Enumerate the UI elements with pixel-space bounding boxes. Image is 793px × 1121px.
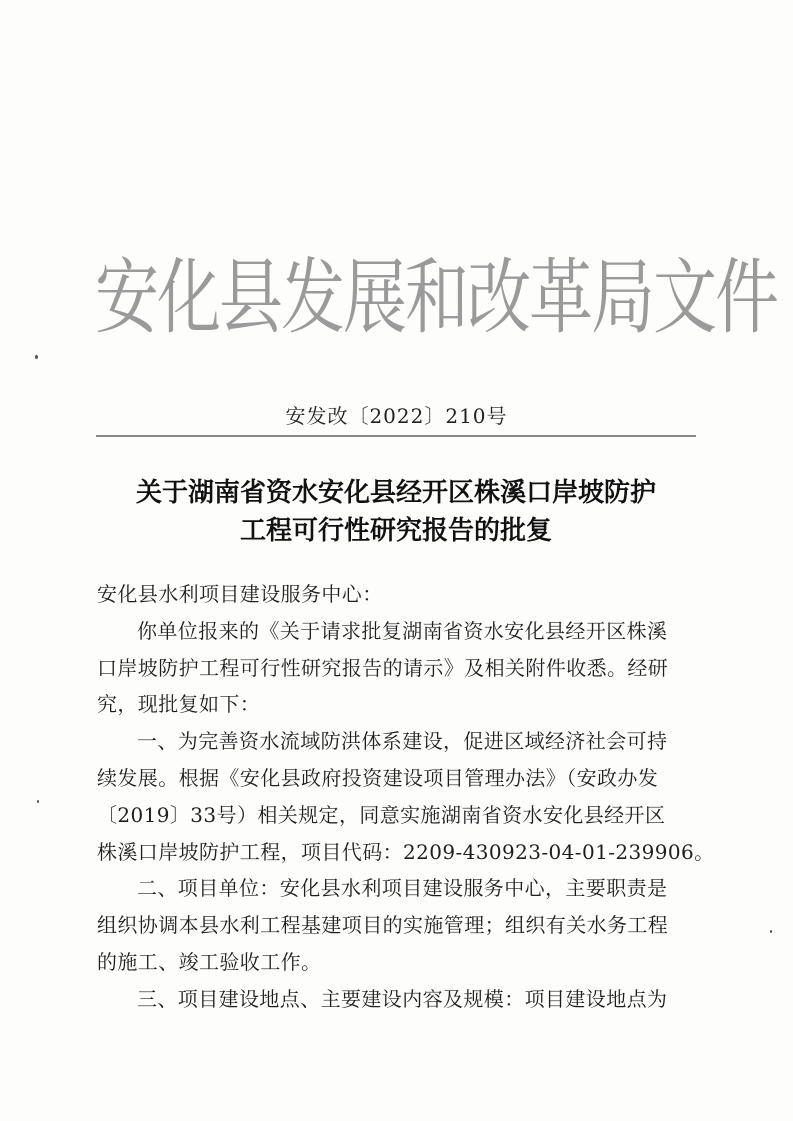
scan-speck: [770, 930, 772, 933]
title-line: 关于湖南省资水安化县经开区株溪口岸坡防护: [135, 478, 656, 508]
document-title: [96, 474, 696, 550]
addressee: 安化县水利项目建设服务中心：: [97, 582, 383, 606]
paragraph-line: 口岸坡防护工程可行性研究报告的请示》及相关附件收悉。经研: [97, 655, 669, 680]
paragraph-line: 组织协调本县水利工程基建项目的实施管理；组织有关水务工程: [97, 913, 669, 938]
paragraph-line: 的施工、竣工验收工作。: [97, 949, 322, 974]
header-divider: [96, 435, 696, 437]
paragraph-line: 株溪口岸坡防护工程，项目代码：2209-430923-04-01-239906。: [97, 839, 715, 864]
scan-speck: [37, 800, 39, 803]
title-line: 工程可行性研究报告的批复: [239, 516, 552, 546]
paragraph-line: 你单位报来的《关于请求批复湖南省资水安化县经开区株溪: [137, 618, 668, 643]
paragraph-line: 〔2019〕33号）相关规定，同意实施湖南省资水安化县经开区: [97, 802, 666, 827]
paragraph-line: 三、项目建设地点、主要建设内容及规模：项目建设地点为: [137, 986, 668, 1011]
paragraph-line: 一、为完善资水流域防洪体系建设，促进区域经济社会可持: [137, 729, 668, 754]
scan-speck: [35, 355, 38, 359]
paragraph-line: 续发展。根据《安化县政府投资建设项目管理办法》（安政办发: [97, 765, 659, 790]
paragraph-line: 究，现批复如下：: [97, 692, 261, 717]
document-number: 安发改〔2022〕210号: [285, 404, 508, 428]
document-body: [97, 576, 715, 1018]
masthead-title: 安化县发展和改革局文件: [95, 251, 777, 346]
paragraph-line: 二、项目单位：安化县水利项目建设服务中心，主要职责是: [137, 876, 668, 901]
